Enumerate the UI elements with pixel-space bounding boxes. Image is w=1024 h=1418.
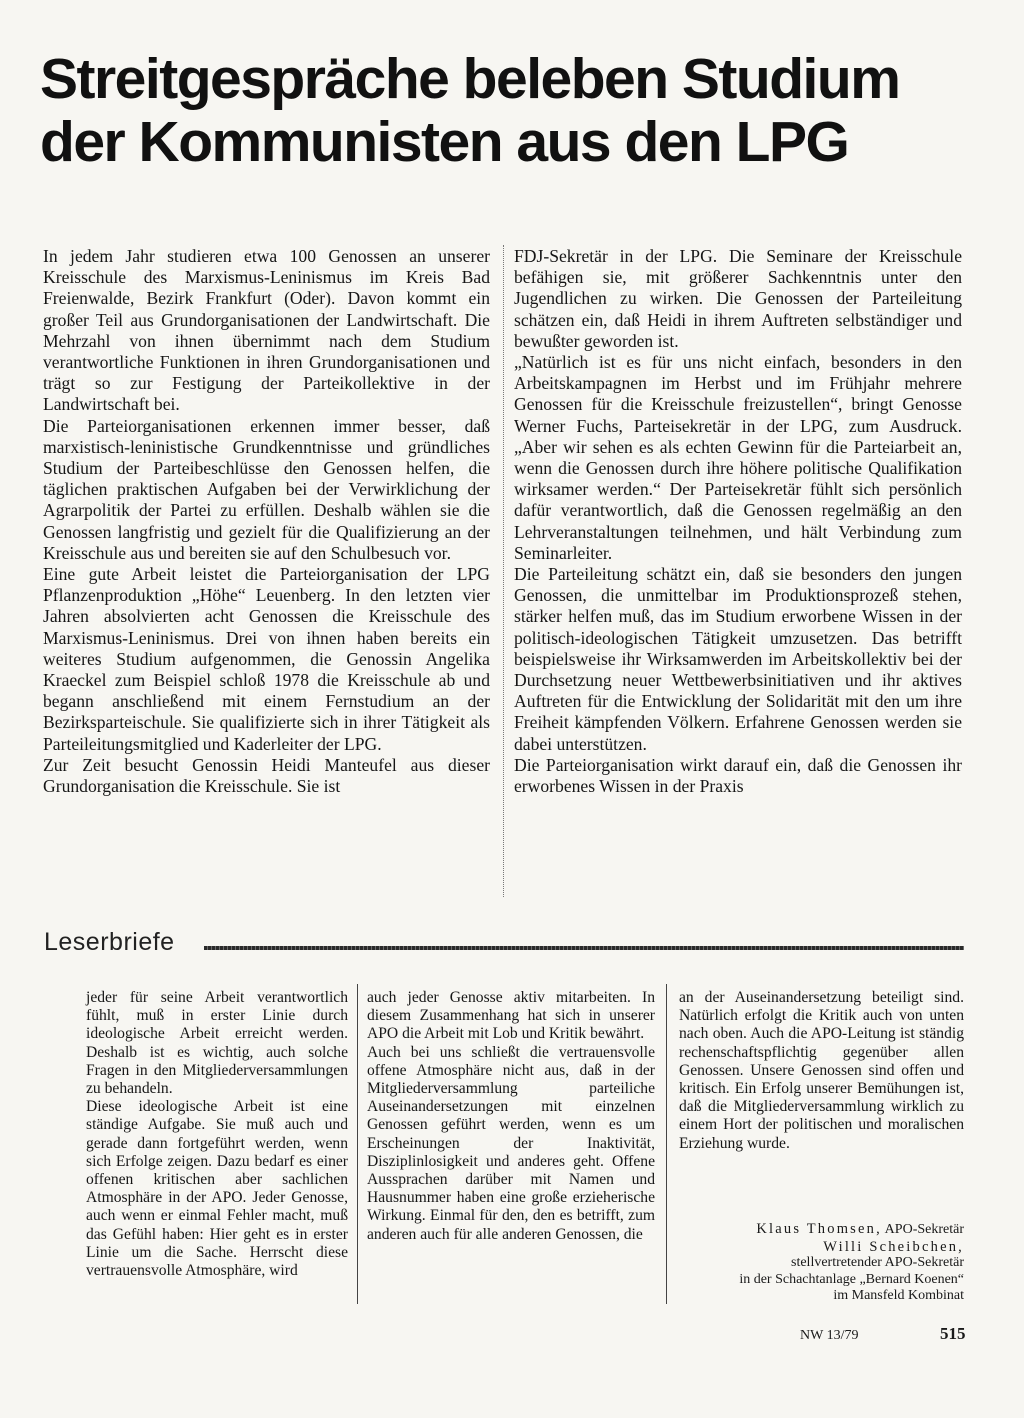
- headline: [40, 48, 990, 174]
- signer-name: Klaus Thomsen,: [756, 1221, 882, 1237]
- letters-column-1: [86, 989, 348, 1280]
- letter-signature: [640, 1221, 964, 1305]
- headline-line-1: Streitgespräche beleben Studium: [40, 47, 900, 111]
- letters-divider: [357, 984, 358, 1304]
- article-column-2: [514, 246, 962, 797]
- signer-location: im Mansfeld Kombinat: [833, 1288, 964, 1303]
- signer-role: APO-Sekretär: [881, 1222, 964, 1237]
- letter-paragraph: Diese ideologische Arbeit ist eine ständige Aufgabe. Sie muß auch und gerade dann fortgeführt werden, wenn sich Erfolge zeigen. Dazu bedarf es einer offenen kritischen aber sachlichen Atmosphäre in der APO. Jeder Genosse, auch wenn er einmal Fehler macht, muß das Gefühl haben: Hier geht es in erster Linie um die Sache. Herrscht diese vertrauensvolle Atmosphäre, wird: [86, 1098, 348, 1280]
- article-paragraph: In jedem Jahr studieren etwa 100 Genossen an unserer Kreisschule des Marxismus-Leninismus im Kreis Bad Freienwalde, Bezirk Frankfurt (Oder). Davon kommt ein großer Teil aus Grundorganisationen der Landwirtschaft. Die Mehrzahl von ihnen übernimmt nach dem Studium verantwortliche Funktionen in ihren Grundorganisationen und trägt so zur Festigung der Parteikollektive in der Landwirtschaft bei.: [43, 246, 490, 415]
- article-paragraph: Die Parteiorganisationen erkennen immer besser, daß marxistisch-leninistische Grundkenntnisse und gründliches Studium der Parteibeschlüsse den Genossen helfen, die täglichen praktischen Aufgaben bei der Verwirklichung der Agrarpolitik der Partei zu erfüllen. Deshalb wählen sie die Genossen langfristig und gezielt für die Qualifizierung an der Kreisschule aus und bereiten sie auf den Schulbesuch vor.: [43, 415, 490, 563]
- headline-line-2: der Kommunisten aus den LPG: [40, 110, 849, 174]
- article-paragraph: Die Parteiorganisation wirkt darauf ein, daß die Genossen ihr erworbenes Wissen in der Praxis: [514, 754, 962, 797]
- article-paragraph: Zur Zeit besucht Genossin Heidi Manteufel aus dieser Grundorganisation die Kreisschule. Sie ist: [43, 754, 490, 797]
- article-paragraph: „Natürlich ist es für uns nicht einfach, besonders in den Arbeitskampagnen im Herbst und im Frühjahr mehrere Genossen für die Kreisschule freizustellen“, bringt Genosse Werner Fuchs, Parteisekretär in der LPG, zum Ausdruck. „Aber wir sehen es als echten Gewinn für die Parteiarbeit an, wenn die Genossen durch ihre höhere politische Qualifikation wirksamer werden.“ Der Parteisekretär fühlt sich persönlich dafür verantwortlich, daß die Genossen regelmäßig an den Lehrveranstaltungen teilnehmen, und hält Verbindung zum Seminarleiter.: [514, 352, 962, 563]
- letter-paragraph: an der Auseinandersetzung beteiligt sind. Natürlich erfolgt die Kritik auch von unten nach oben. Auch die APO-Leitung ist ständig rechenschaftspflichtig gegenüber allen Genossen. Unsere Genossen sind offen und kritisch. Ein Erfolg unserer Bemühungen ist, daß die Mitgliederversammlung wirklich zu einem Hort der politischen und moralischen Erziehung wurde.: [679, 989, 964, 1152]
- letter-paragraph: auch jeder Genosse aktiv mitarbeiten. In diesem Zusammenhang hat sich in unserer APO die Arbeit mit Lob und Kritik bewährt.: [367, 989, 655, 1043]
- letters-column-2: [367, 989, 655, 1244]
- signer-location: in der Schachtanlage „Bernard Koenen“: [739, 1271, 964, 1287]
- signer-name: Willi Scheibchen,: [823, 1238, 964, 1255]
- article-paragraph: Die Parteileitung schätzt ein, daß sie besonders den jungen Genossen, die unmittelbar im Produktionsprozeß stehen, stärker helfen muß, das im Studium erworbene Wissen in der politisch-ideologischen Tätigkeit umzusetzen. Das betrifft beispielsweise ihr Wirksamwerden im Arbeitskollektiv bei der Durchsetzung neuer Wettbewerbsinitiativen und ihr aktives Auftreten für die Entwicklung der Solidarität mit den um ihre Freiheit kämpfenden Völkern. Erfahrene Genossen werden sie dabei unterstützen.: [514, 564, 962, 754]
- signature-line-1: [640, 1221, 964, 1239]
- letter-paragraph: Auch bei uns schließt die vertrauensvolle offene Atmosphäre nicht aus, daß in der Mitgliederversammlung parteiliche Auseinandersetzungen mit einzelnen Genossen geführt werden, wenn es um Erscheinungen der Inaktivität, Disziplinlosigkeit und anderes geht. Offene Aussprachen darüber mit Namen und Hausnummer haben eine große erzieherische Wirkung. Einmal für den, den es betrifft, zum anderen auch für alle anderen Genossen, die: [367, 1043, 655, 1243]
- column-divider: [503, 245, 504, 897]
- article-column-1: [43, 246, 490, 797]
- section-rule: [204, 946, 964, 950]
- issue-number: NW 13/79: [800, 1328, 859, 1343]
- article-paragraph: Eine gute Arbeit leistet die Parteiorganisation der LPG Pflanzenproduktion „Höhe“ Leuenberg. In den letzten vier Jahren absolvierten acht Genossen die Kreisschule des Marxismus-Leninismus. Drei von ihnen haben bereits ein weiteres Studium aufgenommen, die Genossin Angelika Kraeckel zum Beispiel schloß 1978 die Kreisschule ab und begann anschließend mit einem Fernstudium an der Bezirksparteischule. Sie qualifizierte sich in ihrer Tätigkeit als Parteileitungsmitglied und Kaderleiter der LPG.: [43, 564, 490, 754]
- page-number: 515: [940, 1324, 966, 1343]
- section-title: Leserbriefe: [44, 928, 175, 956]
- article-paragraph: FDJ-Sekretär in der LPG. Die Seminare der Kreisschule befähigen sie, mit größerer Sachkenntnis unter den Jugendlichen zu wirken. Die Genossen der Parteileitung schätzen ein, daß Heidi in ihrem Auftreten selbständiger und bewußter geworden ist.: [514, 246, 962, 351]
- section-header-leserbriefe: [44, 928, 964, 962]
- letter-paragraph: jeder für seine Arbeit verantwortlich fühlt, muß in erster Linie durch ideologische Arbeit erreicht werden. Deshalb ist es wichtig, auch solche Fragen in den Mitgliederversammlungen zu behandeln.: [86, 989, 348, 1098]
- signer-role: stellvertretender APO-Sekretär: [791, 1255, 964, 1270]
- letters-column-3: [679, 989, 964, 1153]
